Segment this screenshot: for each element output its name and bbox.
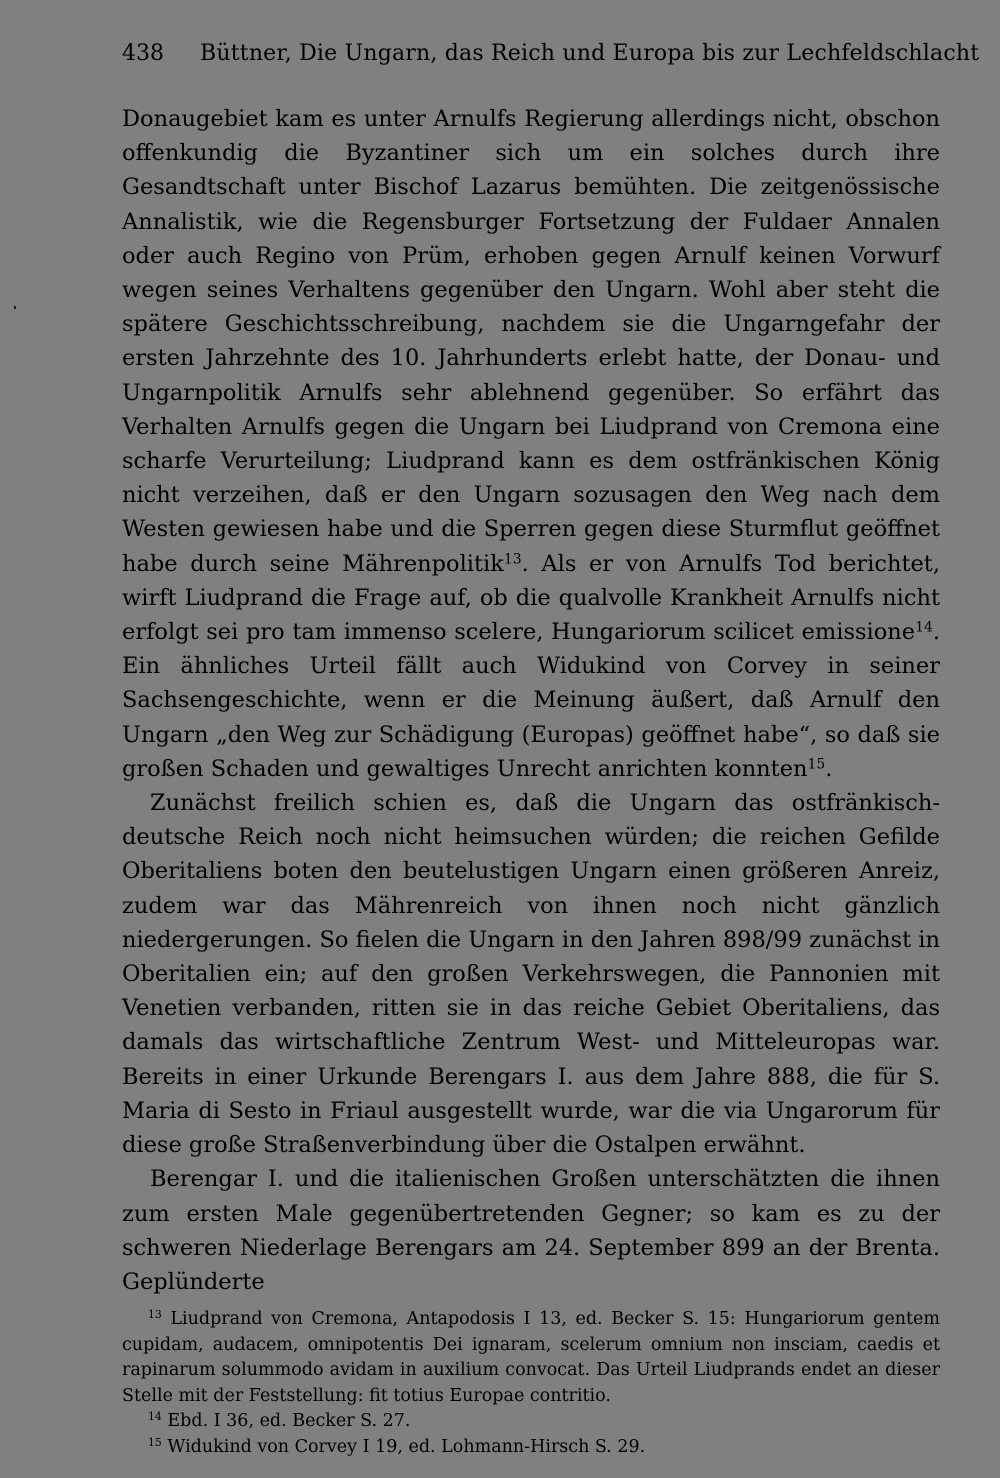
footnote-15-text: Widukind von Corvey I 19, ed. Lohmann-Hirsch S. 29. [167, 1437, 646, 1458]
footnote-ref-13: 13 [503, 550, 522, 567]
footnote-13-number: 13 [148, 1308, 162, 1322]
footnote-13 [122, 1307, 940, 1409]
stray-print-mark [14, 306, 16, 309]
footnote-14-text: Ebd. I 36, ed. Becker S. 27. [167, 1411, 411, 1432]
footnote-ref-15: 15 [807, 756, 826, 773]
footnote-15 [122, 1435, 940, 1461]
paragraph-1-text-b: . Als er von Arnulfs Tod berichtet, wirft Liudprand die Frage auf, ob die qualvolle Krankheit Arnulfs nicht erfolgt sei pro tam immenso scelere, Hungariorum scilicet emissione [122, 550, 940, 646]
footnote-14 [122, 1409, 940, 1435]
running-head: Büttner, Die Ungarn, das Reich und Europa bis zur Lechfeldschlacht [200, 41, 980, 66]
paragraph-1-text-c: . Ein ähnliches Urteil fällt auch Widukind von Corvey in seiner Sachsengeschichte, wenn er die Meinung äußert, daß Arnulf den Ungarn „den Weg zur Schädigung (Europas) geöffnet habe“, so daß sie großen Schaden und gewaltiges Unrecht anrichten konnten [122, 619, 940, 782]
book-page [122, 34, 980, 1461]
paragraph-1-text-a: Donaugebiet kam es unter Arnulfs Regierung allerdings nicht, obschon offenkundig die Byzantiner sich um ein solches durch ihre Gesandtschaft unter Bischof Lazarus bemühten. Die zeitgenössische Annalistik, wie die Regensburger Fortsetzung der Fuldaer Annalen oder auch Regino von Prüm, erhoben gegen Arnulf keinen Vorwurf wegen seines Verhaltens gegenüber den Ungarn. Wohl aber steht die spätere Geschichtsschreibung, nachdem sie die Ungarngefahr der ersten Jahrzehnte des 10. Jahrhunderts erlebt hatte, der Donau- und Ungarnpolitik Arnulfs sehr ablehnend gegenüber. So erfährt das Verhalten Arnulfs gegen die Ungarn bei Liudprand von Cremona eine scharfe Verurteilung; Liudprand kann es dem ostfränkischen König nicht verzeihen, daß er den Ungarn sozusagen den Weg nach dem Westen gewiesen habe und die Sperren gegen diese Sturmflut geöffnet habe durch seine Mährenpolitik [122, 106, 940, 577]
footnote-13-text: Liudprand von Cremona, Antapodosis I 13, ed. Becker S. 15: Hungariorum gentem cupidam, audacem, omnipotentis Dei ignaram, scelerum omnium non insciam, caedis et rapinarum solummodo avidam in auxilium convocat. Das Urteil Liudprands endet an dieser Stelle mit der Feststellung: fit totius Europae contritio. [122, 1309, 940, 1406]
page-header [122, 34, 980, 74]
paragraph-2: Zunächst freilich schien es, daß die Ungarn das ostfränkisch-deutsche Reich noch nicht heimsuchen würden; die reichen Gefilde Oberitaliens boten den beutelustigen Ungarn einen größeren Anreiz, zudem war das Mährenreich von ihnen noch nicht gänzlich niedergerungen. So fielen die Ungarn in den Jahren 898/99 zunächst in Oberitalien ein; auf den großen Verkehrswegen, die Pannonien mit Venetien verbanden, ritten sie in das reiche Gebiet Oberitaliens, das damals das wirtschaftliche Zentrum West- und Mitteleuropas war. Bereits in einer Urkunde Berengars I. aus dem Jahre 888, die für S. Maria di Sesto in Friaul ausgestellt wurde, war die via Ungarorum für diese große Straßenverbindung über die Ostalpen erwähnt. [122, 790, 940, 1159]
footnote-ref-14: 14 [915, 619, 933, 636]
footnote-15-number: 15 [148, 1436, 162, 1450]
paragraph-1-text-d: . [825, 755, 833, 782]
footnotes [122, 1307, 940, 1461]
paragraph-3: Berengar I. und die italienischen Großen unterschätzten die ihnen zum ersten Male gegenübertretenden Gegner; so kam es zu der schweren Niederlage Berengars am 24. September 899 an der Brenta. Geplünderte [122, 1166, 940, 1295]
body-text [122, 102, 940, 1299]
paragraph-1 [122, 102, 940, 786]
footnote-14-number: 14 [148, 1410, 162, 1424]
page-number: 438 [122, 41, 164, 66]
